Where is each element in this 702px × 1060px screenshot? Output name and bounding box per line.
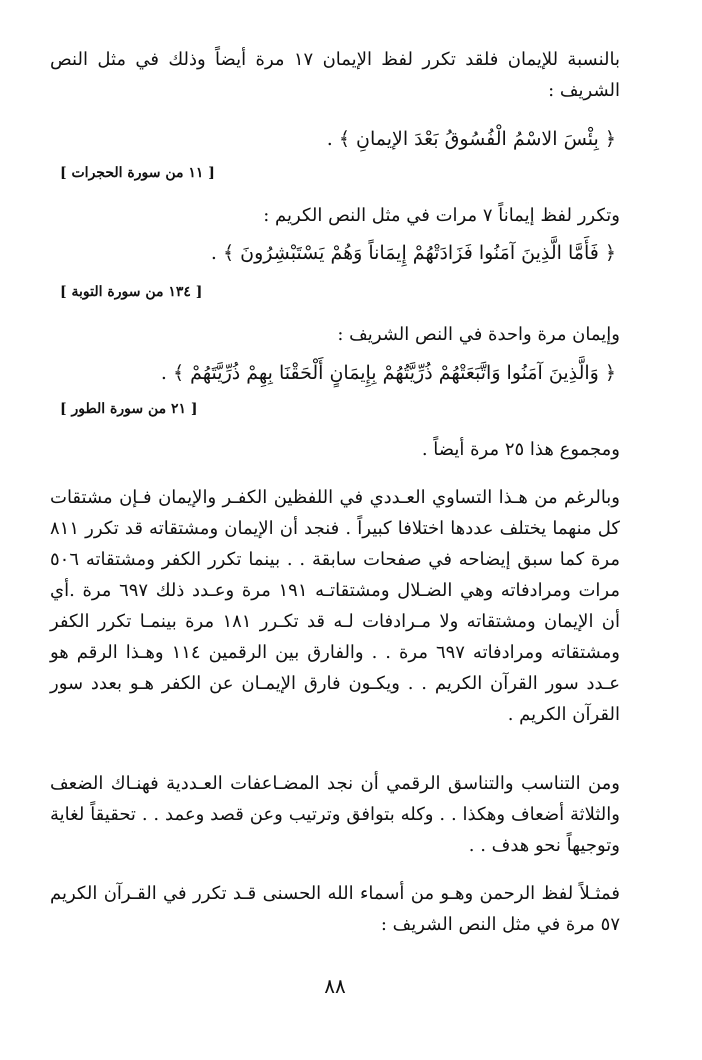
paragraph-4	[50, 434, 620, 465]
paragraph-6	[50, 768, 620, 861]
page-body	[50, 44, 620, 1034]
paragraph-2-text: وتكرر لفظ إيماناً ٧ مرات في مثل النص الكريم :	[263, 205, 620, 226]
reference-3-text: [ ٢١ من سورة الطور ]	[60, 401, 198, 417]
reference-1	[50, 162, 620, 184]
paragraph-5-text: وبالرغم من هـذا التساوي العـددي في اللفظين الكفـر والإيمان فـإن مشتقات كل منهما يختلف عددها اختلافا كبيراً . فنجد أن الإيمان ومشتقاته قد تكرر ٨١١ مرة كما سبق إيضاحه في صفحات سابقة . . بينما تكرر الكفر ومشتقاته ٥٠٦ مرات ومرادفاته وهي الضـلال ومشتقاتـه ١٩١ مرة وعـدد ذلك ٦٩٧ مرة .أي أن الإيمان ومشتقاته ولا مـرادفات لـه قد تكـرر ١٨١ مرة بينمـا تكرر الكفر ومشتقاته ومرادفاته ٦٩٧ مرة . . والفارق بين الرقمين ١١٤ وهـذا الرقم هو عـدد سور القرآن الكريم . . ويكـون فارق الإيمـان عن الكفر هـو بعدد سور القرآن الكريم .	[50, 487, 620, 725]
paragraph-7-text: فمثـلاً لفظ الرحمن وهـو من أسماء الله الحسنى قـد تكرر في القـرآن الكريم ٥٧ مرة في مثل النص الشريف :	[50, 883, 620, 935]
paragraph-1-text: بالنسبة للإيمان فلقد تكرر لفظ الإيمان ١٧ مرة أيضاً وذلك في مثل النص الشريف :	[50, 49, 620, 101]
paragraph-3	[50, 319, 620, 350]
paragraph-3-text: وإيمان مرة واحدة في النص الشريف :	[337, 324, 620, 345]
verse-1-text: ﴿ بِئْسَ الاسْمُ الْفُسُوقُ بَعْدَ الإيمانِ ﴾ .	[326, 128, 616, 150]
paragraph-1	[50, 44, 620, 106]
reference-2-text: [ ١٣٤ من سورة التوبة ]	[60, 284, 203, 300]
page-number: ٨٨	[324, 974, 346, 998]
reference-1-text: [ ١١ من سورة الحجرات ]	[60, 165, 215, 181]
verse-3	[50, 358, 620, 388]
paragraph-6-text: ومن التناسب والتناسق الرقمي أن نجد المضـاعفات العـددية فهنـاك الضعف والثلاثة أضعاف وهكذا . . وكله بتوافق وترتيب وعن قصد وعمد . . تحقيقاً لغاية وتوجيهاً نحو هدف . .	[50, 773, 620, 856]
verse-2-text: ﴿ فَأَمَّا الَّذِينَ آمَنُوا فَزَادَتْهُمْ إِيمَاناً وَهُمْ يَسْتَبْشِرُونَ ﴾ .	[210, 242, 616, 264]
paragraph-7	[50, 878, 620, 940]
verse-2	[50, 238, 620, 268]
paragraph-5	[50, 482, 620, 730]
reference-3	[50, 398, 620, 420]
verse-1	[50, 124, 620, 154]
verse-3-text: ﴿ وَالَّذِينَ آمَنُوا وَاتَّبَعَتْهُمْ ذُرِّيَّتُهُمْ بِإِيمَانٍ أَلْحَقْنَا بِهِمْ ذُرِّيَّتَهُمْ ﴾ .	[160, 362, 616, 384]
reference-2	[50, 281, 620, 303]
paragraph-2	[50, 200, 620, 231]
paragraph-4-text: ومجموع هذا ٢٥ مرة أيضاً .	[421, 439, 620, 460]
